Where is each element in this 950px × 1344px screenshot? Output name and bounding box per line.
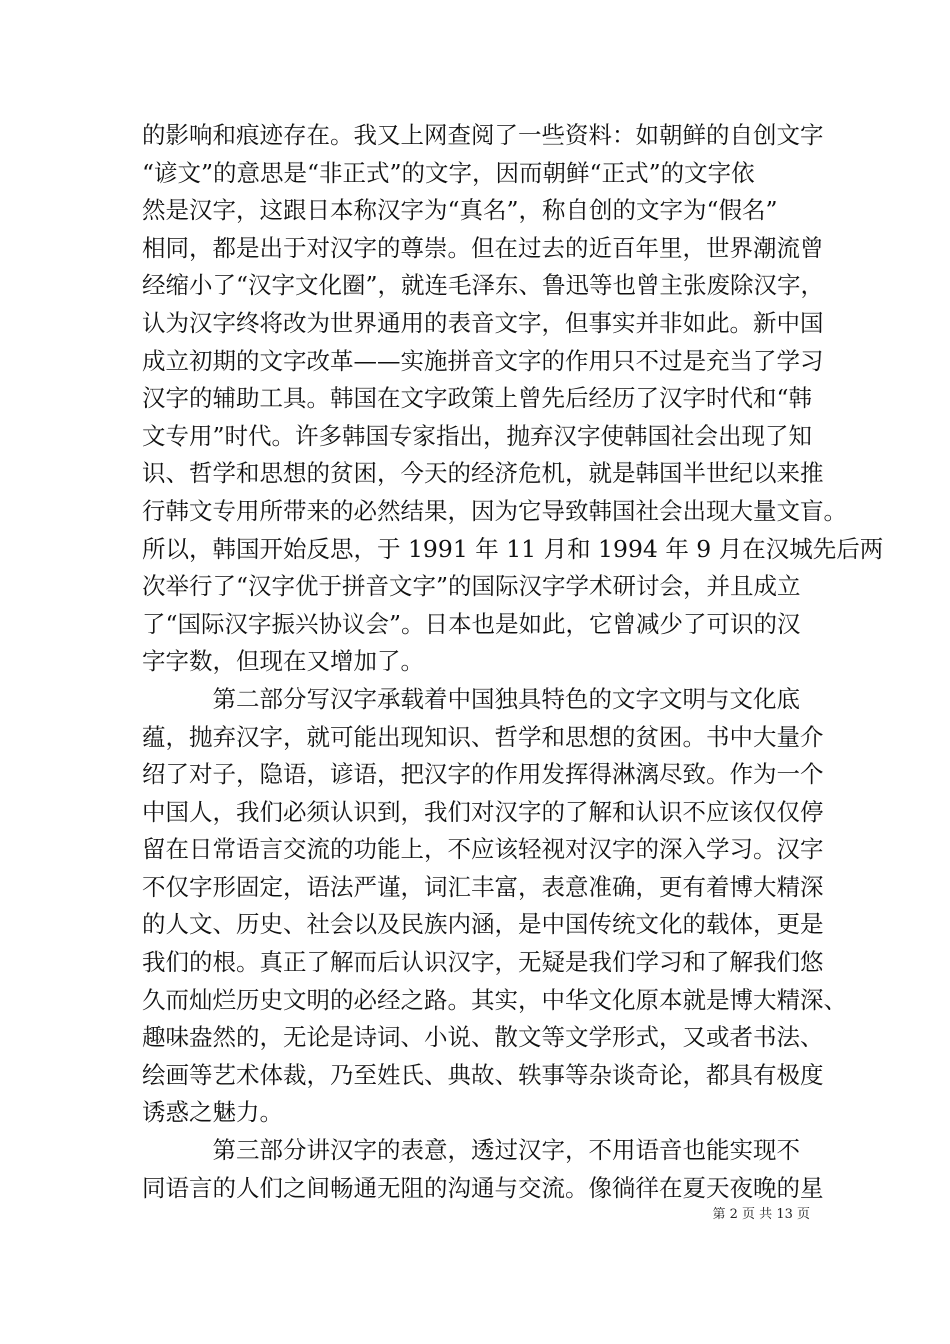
- text-line: 字字数，但现在又增加了。: [142, 647, 424, 676]
- text-line: 次举行了“汉字优于拼音文字”的国际汉字学术研讨会，并且成立: [142, 572, 801, 601]
- text-line: 的影响和痕迹存在。我又上网查阅了一些资料：如朝鲜的自创文字: [142, 121, 824, 149]
- text-line: 久而灿烂历史文明的必经之路。其实，中华文化原本就是博大精深、: [142, 985, 847, 1014]
- text-line: 汉字的辅助工具。韩国在文字政策上曾先后经历了汉字时代和“韩: [142, 384, 813, 413]
- text-line: 相同，都是出于对汉字的尊崇。但在过去的近百年里，世界潮流曾: [142, 233, 824, 262]
- text-line: 蕴，抛弃汉字，就可能出现知识、哲学和思想的贫困。书中大量介: [142, 722, 824, 751]
- text-line: 的人文、历史、社会以及民族内涵，是中国传统文化的载体，更是: [142, 910, 824, 939]
- paragraph-start-line: 第三部分讲汉字的表意，透过汉字，不用语音也能实现不: [142, 1136, 800, 1165]
- text-line: 行韩文专用所带来的必然结果，因为它导致韩国社会出现大量文盲。: [142, 496, 847, 525]
- text-line: 留在日常语言交流的功能上，不应该轻视对汉字的深入学习。汉字: [142, 835, 824, 864]
- text-line: 所以，韩国开始反思，于 1991 年 11 月和 1994 年 9 月在汉城先后两: [142, 534, 884, 563]
- text-line: 认为汉字终将改为世界通用的表音文字，但事实并非如此。新中国: [142, 308, 824, 337]
- text-line: 我们的根。真正了解而后认识汉字，无疑是我们学习和了解我们悠: [142, 948, 824, 977]
- text-line: 不仅字形固定，语法严谨，词汇丰富，表意准确，更有着博大精深: [142, 872, 824, 901]
- text-line: 文专用”时代。许多韩国专家指出，抛弃汉字使韩国社会出现了知: [142, 421, 813, 450]
- text-line: 中国人，我们必须认识到，我们对汉字的了解和认识不应该仅仅停: [142, 797, 824, 826]
- text-line: 经缩小了“汉字文化圈”，就连毛泽东、鲁迅等也曾主张废除汉字，: [142, 271, 825, 300]
- text-line: 诱惑之魅力。: [142, 1098, 283, 1127]
- text-line: 趣味盎然的，无论是诗词、小说、散文等文学形式，又或者书法、: [142, 1023, 824, 1052]
- body-text: [142, 117, 884, 1207]
- text-line: 然是汉字，这跟日本称汉字为“真名”，称自创的文字为“假名”: [142, 196, 778, 225]
- text-line: 绍了对子，隐语，谚语，把汉字的作用发挥得淋漓尽致。作为一个: [142, 760, 824, 789]
- text-line: 成立初期的文字改革——实施拼音文字的作用只不过是充当了学习: [142, 346, 824, 375]
- text-line: “谚文”的意思是“非正式”的文字，因而朝鲜“正式”的文字依: [142, 158, 755, 187]
- text-line: 识、哲学和思想的贫困，今天的经济危机，就是韩国半世纪以来推: [142, 459, 824, 488]
- text-line: 了“国际汉字振兴协议会”。日本也是如此，它曾减少了可识的汉: [142, 609, 801, 638]
- paragraph-start-line: 第二部分写汉字承载着中国独具特色的文字文明与文化底: [142, 684, 800, 713]
- text-line: 绘画等艺术体裁，乃至姓氏、典故、轶事等杂谈奇论，都具有极度: [142, 1060, 824, 1089]
- text-line: 同语言的人们之间畅通无阻的沟通与交流。像徜徉在夏天夜晚的星: [142, 1173, 824, 1202]
- page-number-footer: 第 2 页 共 13 页: [712, 1207, 810, 1222]
